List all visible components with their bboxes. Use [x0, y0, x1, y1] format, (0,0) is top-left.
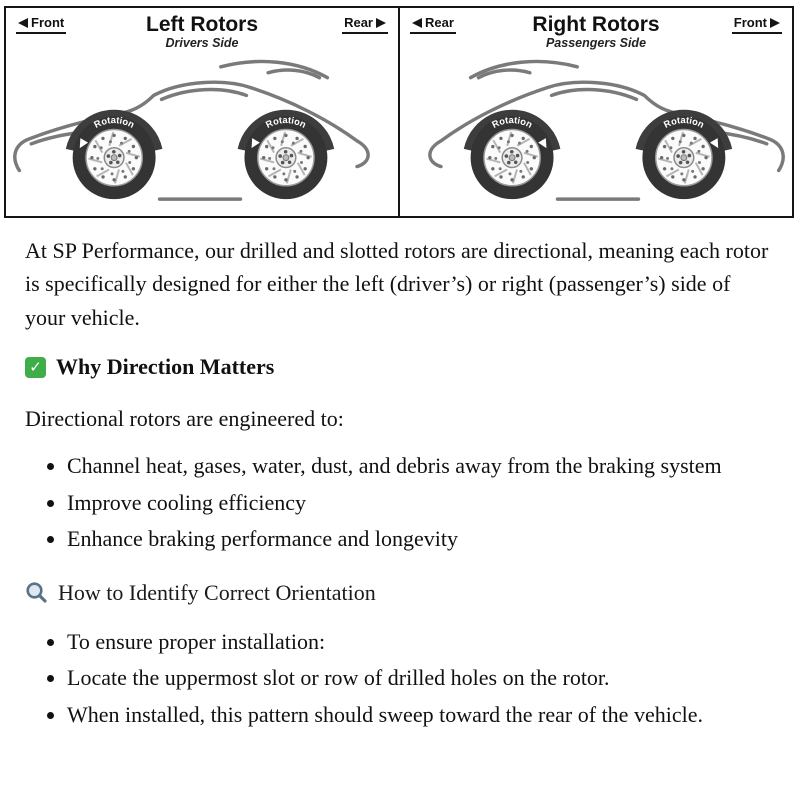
rear-direction-label: [410, 15, 456, 34]
why-direction-matters-heading: [25, 350, 775, 383]
arrow-left-icon: [412, 18, 422, 28]
front-direction-label: [16, 15, 66, 34]
list-item: • Locate the uppermost slot or row of drilled holes on the rotor.: [67, 661, 775, 694]
article: [0, 218, 800, 759]
orientation-list: [25, 625, 775, 731]
heading-text: Why Direction Matters: [56, 354, 275, 380]
car-illustration-left: [6, 52, 398, 208]
corner-label: Rear: [344, 15, 373, 30]
car-illustration-right: [400, 52, 792, 208]
panel-title: Left Rotors: [146, 13, 258, 36]
svg-text:Rotation: Rotation: [662, 115, 706, 131]
arrow-right-icon: [376, 18, 386, 28]
wheel-rotor: [639, 114, 728, 199]
list-item: • Enhance braking performance and longevity: [67, 522, 775, 555]
corner-label: Front: [733, 15, 767, 30]
panel-subtitle: Passengers Side: [545, 36, 647, 51]
arrow-left-icon: [18, 18, 28, 28]
wheel-rotor: [468, 114, 557, 199]
front-direction-label: [732, 15, 782, 34]
list-item: • Channel heat, gases, water, dust, and debris away from the braking system: [67, 449, 775, 482]
intro-paragraph: At SP Performance, our drilled and slotted rotors are directional, meaning each rotor is specifically designed for either the left (driver’s) or right (passenger’s) side of your vehicle.: [25, 238, 769, 330]
magnifier-icon: [25, 581, 48, 604]
corner-label: Front: [31, 15, 65, 30]
identify-orientation-heading: [25, 576, 775, 609]
svg-text:Rotation: Rotation: [92, 115, 136, 131]
list-item: • Improve cooling efficiency: [67, 486, 775, 519]
panel-title: Right Rotors: [532, 13, 660, 36]
wheel-rotor: [241, 114, 330, 199]
list-item: • When installed, this pattern should sweep toward the rear of the vehicle.: [67, 698, 775, 731]
arrow-right-icon: [770, 18, 780, 28]
check-icon: ✓: [25, 357, 46, 378]
benefits-lead: Directional rotors are engineered to:: [25, 405, 344, 431]
svg-text:Rotation: Rotation: [490, 115, 534, 131]
right-rotors-panel: [398, 6, 794, 218]
wheel-rotor: [70, 114, 159, 199]
heading-text: How to Identify Correct Orientation: [58, 579, 376, 605]
rotor-direction-diagram: [4, 6, 796, 218]
corner-label: Rear: [425, 15, 454, 30]
list-item: • To ensure proper installation:: [67, 625, 775, 658]
rear-direction-label: [342, 15, 388, 34]
benefits-list: [25, 449, 775, 555]
panel-subtitle: Drivers Side: [165, 36, 239, 51]
left-rotors-panel: [4, 6, 400, 218]
svg-text:Rotation: Rotation: [264, 115, 308, 131]
